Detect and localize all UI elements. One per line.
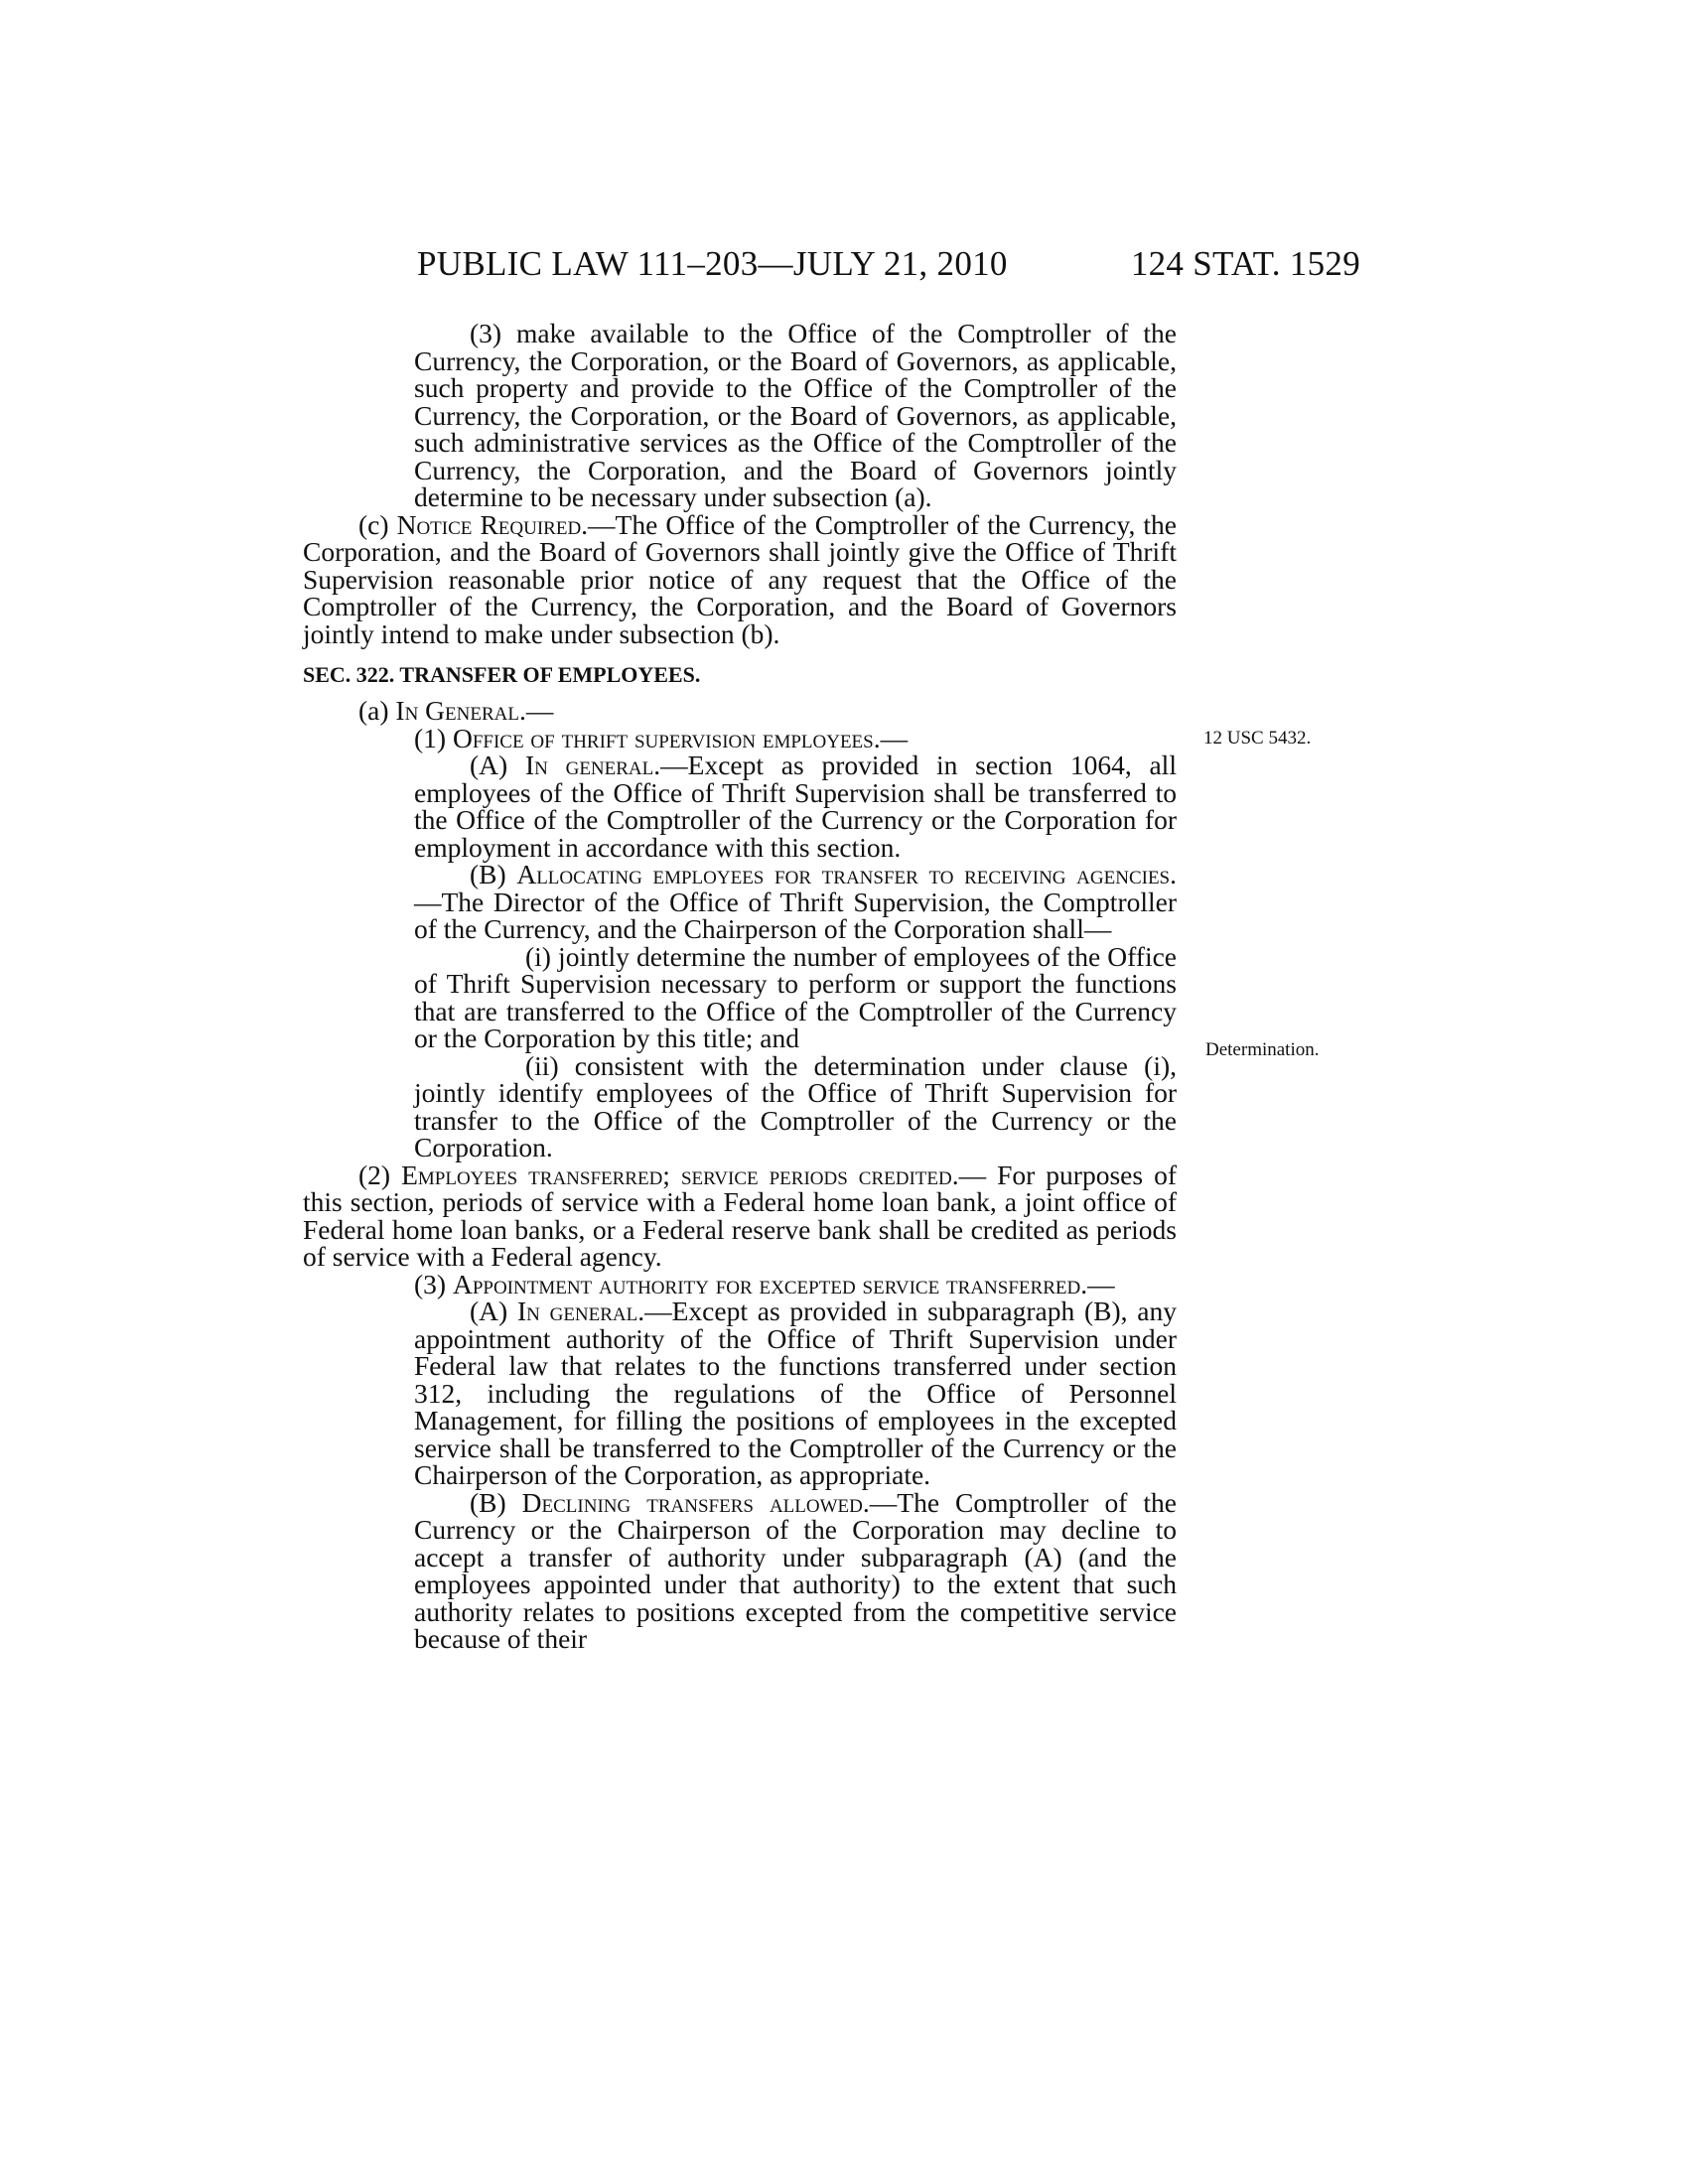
page-number: 124 STAT. 1529 — [1130, 244, 1360, 283]
paragraph-a3-label: (3) — [414, 1268, 453, 1299]
paragraph-a3 — [303, 1268, 1177, 1299]
subparagraph-a3B-label: (B) — [470, 1486, 522, 1518]
paragraph-a2-heading: Employees transferred; service periods credited — [401, 1159, 952, 1190]
subparagraph-a3B-heading: Declining transfers allowed — [521, 1486, 863, 1518]
subsection-a-label: (a) — [358, 695, 396, 726]
subparagraph-a1A-label: (A) — [470, 750, 525, 780]
paragraph-a1-label: (1) — [414, 722, 453, 753]
subparagraph-a1A-body: .—Except as provided in section 1064, all employees of the Office of Thrift Supervision shall be transferred to the Office of the Comptroller of the Currency or the Corporation for employment in accordance with this section. — [414, 750, 1177, 863]
subparagraph-a1B-heading: Allocating employees for transfer to receiving agencies — [516, 859, 1171, 889]
subparagraph-a1A-heading: In general — [524, 750, 654, 780]
paragraph-b3: (3) make available to the Office of the Comptroller of the Currency, the Corporation, or the Board of Governors, as applicable, such property and provide to the Office of the Comptroller of the Currency, the Corporation, or the Board of Governors, as applicable, such administrative services as the Office of the Comptroller of the Currency, the Corporation, and the Board of Governors jointly determine to be necessary under subsection (a). — [414, 318, 1177, 512]
paragraph-a1-heading: Office of thrift supervision employees — [452, 722, 874, 753]
section-heading: SEC. 322. TRANSFER OF EMPLOYEES. — [303, 662, 701, 687]
subparagraph-a3A — [303, 1297, 1177, 1489]
paragraph-a3-dash: .— — [1080, 1268, 1115, 1299]
subsection-c — [303, 508, 1177, 649]
subparagraph-a3A-heading: In general — [516, 1296, 638, 1326]
paragraph-a2-label: (2) — [358, 1159, 402, 1190]
paragraph-a2 — [303, 1161, 1177, 1271]
subparagraph-a1B-body: .—The Director of the Office of Thrift Supervision, the Comptroller of the Currency, and the Chairperson of the Corporation shall— — [414, 859, 1177, 944]
paragraph-a1 — [303, 722, 1177, 753]
running-header-title: PUBLIC LAW 111–203—JULY 21, 2010 — [417, 244, 1008, 283]
subparagraph-a3B — [303, 1486, 1177, 1654]
subsection-a-heading: In General — [395, 695, 519, 726]
subsection-c-body: .—The Office of the Comptroller of the Currency, the Corporation, and the Board of Governors shall jointly give the Office of Thrift Supervision reasonable prior notice of any request that the Office of the Comptroller of the Currency, the Corporation, and the Board of Governors jointly intend to make under subsection (b). — [303, 508, 1177, 649]
subparagraph-a3A-label: (A) — [470, 1296, 517, 1326]
paragraph-a3-heading: Appointment authority for excepted service transferred — [452, 1268, 1081, 1299]
margin-note-determination: Determination. — [1205, 1039, 1320, 1060]
subsection-a — [303, 697, 1177, 725]
statute-body — [303, 320, 1177, 1653]
subparagraph-a1B — [303, 861, 1177, 943]
paragraph-a1-dash: .— — [873, 722, 909, 753]
subparagraph-a1A — [303, 751, 1177, 861]
subparagraph-a1B-label: (B) — [470, 859, 517, 889]
subsection-a-dash: .— — [518, 695, 554, 726]
subsection-c-label: (c) — [358, 508, 397, 540]
subsection-c-heading: Notice Required — [396, 508, 582, 540]
clause-a1Bii: (ii) consistent with the determination under clause (i), jointly identify employees of the Office of Thrift Supervision for transfer to the Office of the Comptroller of the Currency or the Corporation. — [414, 1049, 1177, 1162]
margin-note-usc-citation: 12 USC 5432. — [1203, 728, 1312, 749]
subparagraph-a3B-body: .—The Comptroller of the Currency or the Chairperson of the Corporation may decline to accept a transfer of authority under subparagraph (A) (and the employees appointed under that authority) to the extent that such authority relates to positions excepted from the competitive service because of their — [414, 1486, 1177, 1654]
subparagraph-a3A-body: .—Except as provided in subparagraph (B), any appointment authority of the Office of Thrift Supervision under Federal law that relates to the functions transferred under section 312, including the regulations of the Office of Personnel Management, for filling the positions of employees in the excepted service shall be transferred to the Comptroller of the Currency or the Chairperson of the Corporation, as appropriate. — [414, 1296, 1177, 1490]
clause-a1Bi: (i) jointly determine the number of employees of the Office of Thrift Supervision necessary to perform or support the functions that are transferred to the Office of the Comptroller of the Currency or the Corporation by this title; and — [414, 940, 1177, 1053]
paragraph-a2-body: .— For purposes of this section, periods of service with a Federal home loan bank, a joint office of Federal home loan banks, or a Federal reserve bank shall be credited as periods of service with a Federal agency. — [303, 1159, 1177, 1272]
